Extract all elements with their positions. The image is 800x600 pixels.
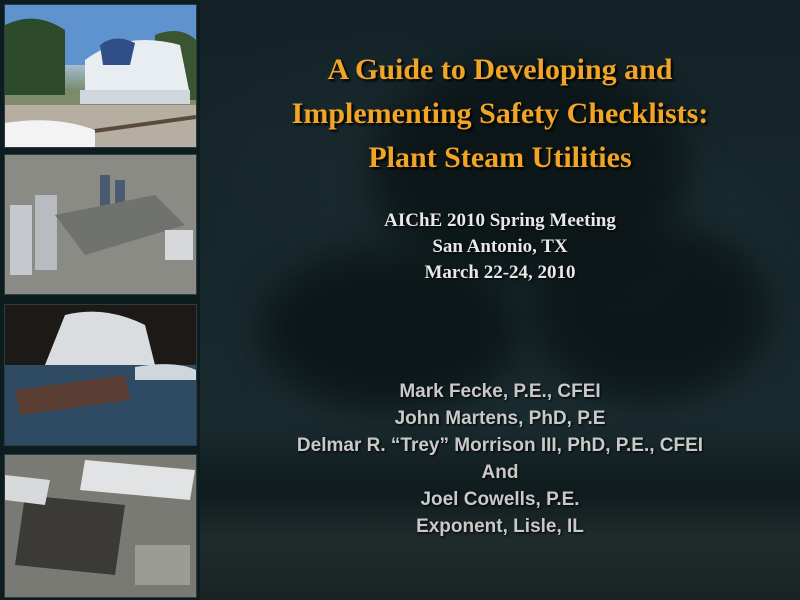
title-line: Plant Steam Utilities <box>368 141 632 174</box>
photo-strip <box>0 0 200 600</box>
author: Mark Fecke, P.E., CFEI <box>399 381 601 402</box>
plant-illustration <box>5 155 196 294</box>
author-list <box>200 378 800 540</box>
meeting-dates: March 22-24, 2010 <box>424 262 576 283</box>
author: Joel Cowells, P.E. <box>420 489 580 510</box>
railcar-illustration <box>5 5 196 147</box>
meeting-info <box>200 208 800 286</box>
author: Delmar R. “Trey” Morrison III, PhD, P.E., CFEI <box>296 435 704 456</box>
author-conjunction: And <box>481 462 519 483</box>
slide-title <box>200 48 800 180</box>
ship-fire-photo <box>4 304 197 446</box>
title-line: Implementing Safety Checklists: <box>291 97 709 130</box>
meeting-location: San Antonio, TX <box>432 236 568 257</box>
main-panel <box>200 0 800 600</box>
burned-building-photo <box>4 454 197 598</box>
title-line: A Guide to Developing and <box>327 53 673 86</box>
building-illustration <box>5 455 196 597</box>
affiliation: Exponent, Lisle, IL <box>416 516 584 537</box>
author: John Martens, PhD, P.E <box>394 408 606 429</box>
meeting-name: AIChE 2010 Spring Meeting <box>384 210 616 231</box>
railcar-photo <box>4 4 197 148</box>
ship-illustration <box>5 305 196 445</box>
plant-aerial-photo <box>4 154 197 295</box>
